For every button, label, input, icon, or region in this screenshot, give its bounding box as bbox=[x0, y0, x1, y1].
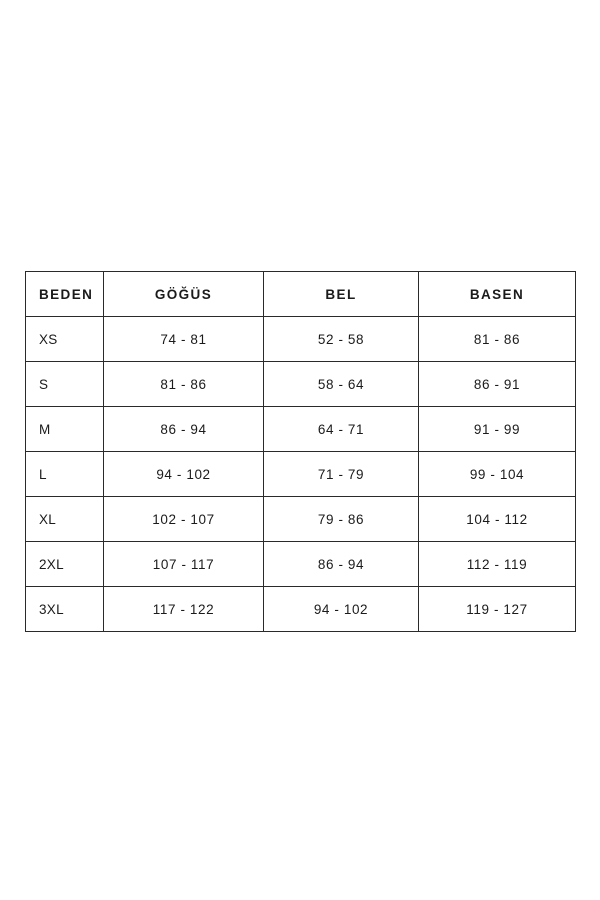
cell-basen: 81 - 86 bbox=[419, 317, 576, 362]
cell-gogus: 74 - 81 bbox=[104, 317, 264, 362]
cell-size: 2XL bbox=[26, 542, 104, 587]
cell-basen: 119 - 127 bbox=[419, 587, 576, 632]
cell-gogus: 117 - 122 bbox=[104, 587, 264, 632]
column-header-basen: BASEN bbox=[419, 272, 576, 317]
cell-bel: 86 - 94 bbox=[264, 542, 419, 587]
cell-size: S bbox=[26, 362, 104, 407]
cell-gogus: 94 - 102 bbox=[104, 452, 264, 497]
cell-gogus: 102 - 107 bbox=[104, 497, 264, 542]
cell-gogus: 107 - 117 bbox=[104, 542, 264, 587]
cell-size: L bbox=[26, 452, 104, 497]
cell-basen: 112 - 119 bbox=[419, 542, 576, 587]
cell-size: XS bbox=[26, 317, 104, 362]
cell-bel: 94 - 102 bbox=[264, 587, 419, 632]
table-row bbox=[26, 407, 576, 452]
cell-bel: 52 - 58 bbox=[264, 317, 419, 362]
table-row bbox=[26, 452, 576, 497]
cell-size: 3XL bbox=[26, 587, 104, 632]
table-row bbox=[26, 587, 576, 632]
cell-bel: 79 - 86 bbox=[264, 497, 419, 542]
cell-basen: 86 - 91 bbox=[419, 362, 576, 407]
table-row bbox=[26, 362, 576, 407]
column-header-gogus: GÖĞÜS bbox=[104, 272, 264, 317]
size-chart-table bbox=[25, 271, 576, 632]
table-header-row bbox=[26, 272, 576, 317]
cell-bel: 71 - 79 bbox=[264, 452, 419, 497]
cell-basen: 104 - 112 bbox=[419, 497, 576, 542]
cell-gogus: 86 - 94 bbox=[104, 407, 264, 452]
cell-gogus: 81 - 86 bbox=[104, 362, 264, 407]
cell-basen: 99 - 104 bbox=[419, 452, 576, 497]
table-row bbox=[26, 317, 576, 362]
column-header-bel: BEL bbox=[264, 272, 419, 317]
cell-bel: 64 - 71 bbox=[264, 407, 419, 452]
cell-size: XL bbox=[26, 497, 104, 542]
cell-size: M bbox=[26, 407, 104, 452]
table-row bbox=[26, 542, 576, 587]
size-chart-container bbox=[25, 271, 575, 632]
cell-bel: 58 - 64 bbox=[264, 362, 419, 407]
cell-basen: 91 - 99 bbox=[419, 407, 576, 452]
column-header-beden: BEDEN bbox=[26, 272, 104, 317]
table-row bbox=[26, 497, 576, 542]
